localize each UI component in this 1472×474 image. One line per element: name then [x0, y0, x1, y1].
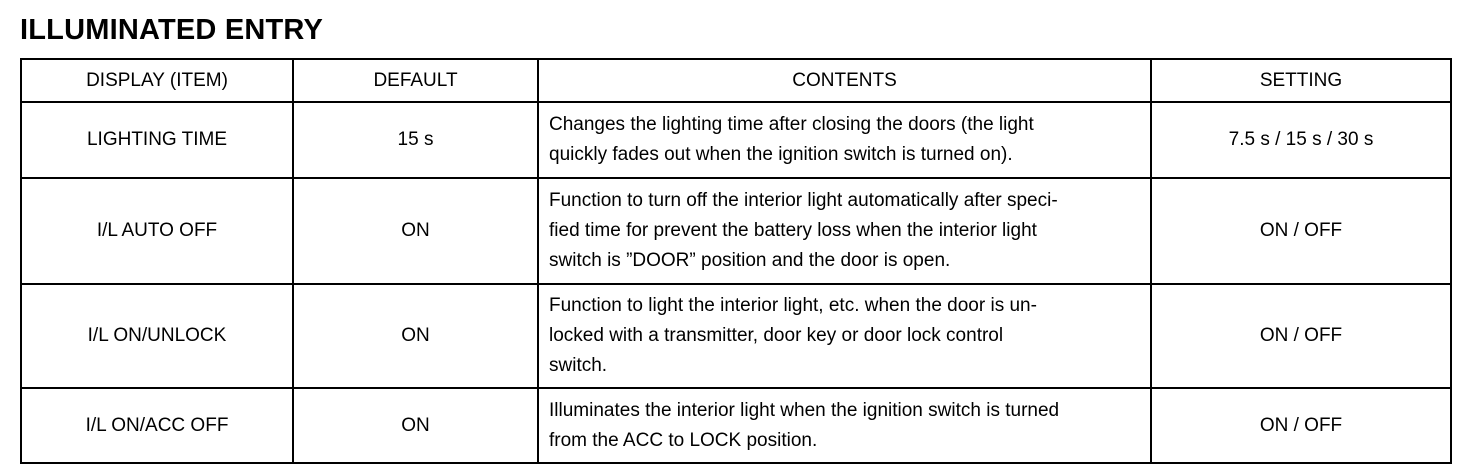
contents-cell: [538, 388, 1151, 463]
default-cell: ON: [293, 388, 538, 463]
setting-cell: ON / OFF: [1151, 388, 1451, 463]
contents-line: Changes the lighting time after closing the doors (the light: [549, 114, 1034, 135]
contents-line: Function to light the interior light, etc. when the door is un-: [549, 295, 1037, 316]
contents-line: fied time for prevent the battery loss when the interior light: [549, 220, 1037, 241]
table-row: [21, 102, 1451, 178]
item-cell: I/L AUTO OFF: [21, 178, 293, 284]
contents-line: Function to turn off the interior light automatically after speci-: [549, 190, 1058, 211]
setting-cell: 7.5 s / 15 s / 30 s: [1151, 102, 1451, 178]
item-cell: I/L ON/UNLOCK: [21, 284, 293, 388]
table-row: [21, 388, 1451, 463]
item-cell: I/L ON/ACC OFF: [21, 388, 293, 463]
column-header-display-item: DISPLAY (ITEM): [21, 59, 293, 102]
default-cell: ON: [293, 284, 538, 388]
contents-line: from the ACC to LOCK position.: [549, 429, 818, 451]
page-title: ILLUMINATED ENTRY: [20, 14, 324, 46]
default-cell: 15 s: [293, 102, 538, 178]
contents-line: quickly fades out when the ignition switch is turned on).: [549, 144, 1013, 165]
contents-line: Illuminates the interior light when the ignition switch is turned: [549, 399, 1060, 421]
contents-cell: [538, 102, 1151, 178]
table-row: [21, 284, 1451, 388]
table-header-row: [21, 59, 1451, 102]
contents-line: switch.: [549, 355, 608, 376]
column-header-default: DEFAULT: [293, 59, 538, 102]
column-header-contents: CONTENTS: [538, 59, 1151, 102]
item-cell: LIGHTING TIME: [21, 102, 293, 178]
contents-cell: [538, 178, 1151, 284]
contents-cell: [538, 284, 1151, 388]
setting-cell: ON / OFF: [1151, 284, 1451, 388]
contents-line: locked with a transmitter, door key or door lock control: [549, 325, 1004, 346]
default-cell: ON: [293, 178, 538, 284]
column-header-setting: SETTING: [1151, 59, 1451, 102]
table-row: [21, 178, 1451, 284]
illuminated-entry-table: [20, 58, 1452, 464]
contents-line: switch is ”DOOR” position and the door is open.: [549, 250, 951, 271]
setting-cell: ON / OFF: [1151, 178, 1451, 284]
